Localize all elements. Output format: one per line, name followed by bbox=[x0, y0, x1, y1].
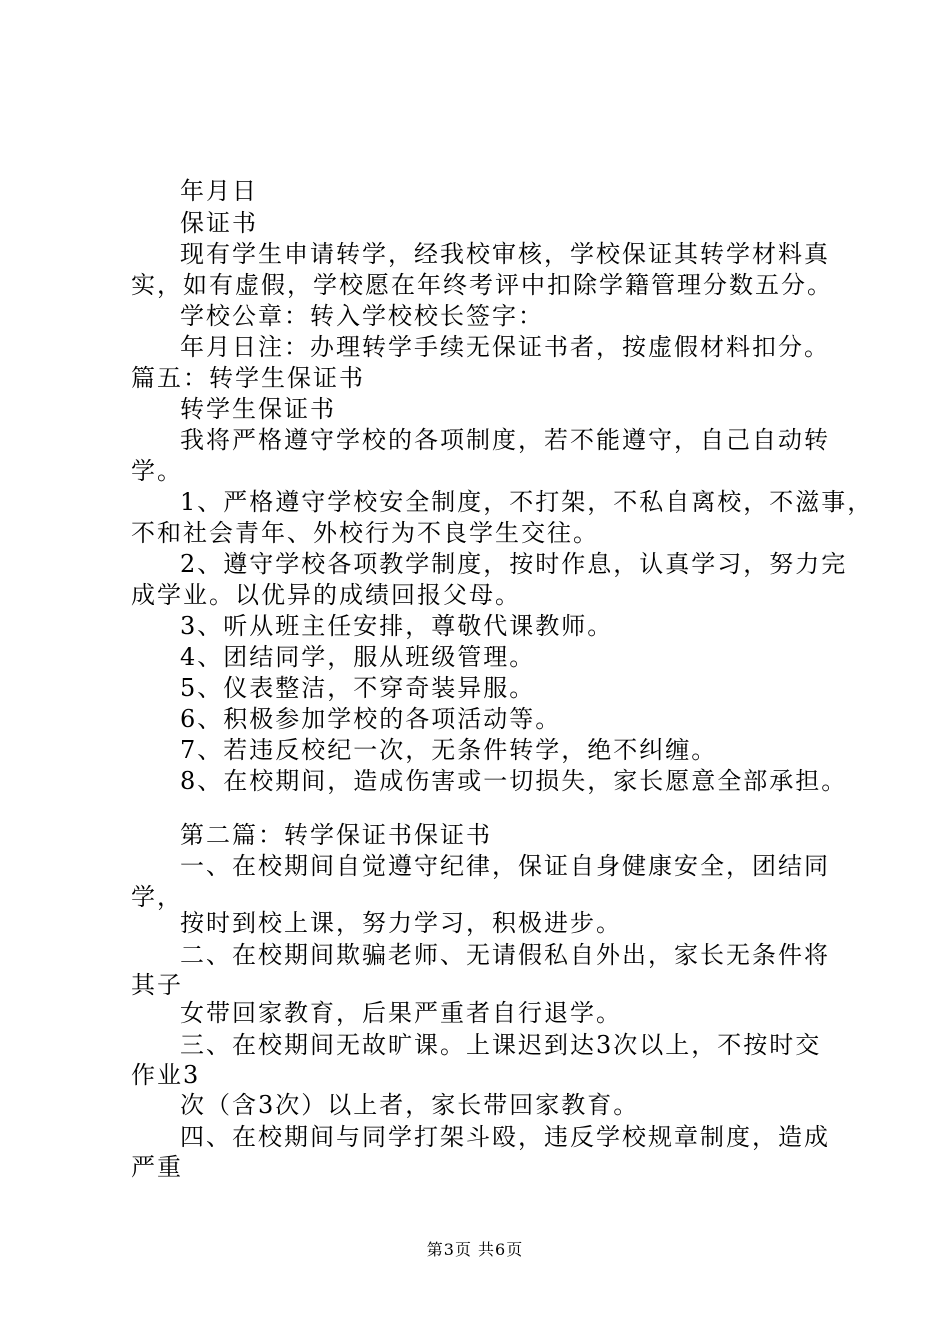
list-item-8: 8、在校期间，造成伤害或一切损失，家长愿意全部承担。 bbox=[180, 767, 848, 795]
list-item-3: 3、听从班主任安排，尊敬代课教师。 bbox=[180, 612, 614, 640]
text-line: 三、在校期间无故旷课。上课迟到达3次以上，不按时交 bbox=[180, 1031, 822, 1059]
text-line-heading-guarantee: 保证书 bbox=[180, 209, 258, 237]
list-item-6: 6、积极参加学校的各项活动等。 bbox=[180, 705, 562, 733]
section-title-part-five: 篇五：转学生保证书 bbox=[131, 364, 365, 392]
page-footer: 第3页 共6页 bbox=[426, 1240, 524, 1259]
text-line: 女带回家教育，后果严重者自行退学。 bbox=[180, 999, 622, 1027]
text-line: 不和社会青年、外校行为不良学生交往。 bbox=[131, 519, 599, 547]
list-item-5: 5、仪表整洁，不穿奇装异服。 bbox=[180, 674, 536, 702]
text-line: 四、在校期间与同学打架斗殴，违反学校规章制度，造成 bbox=[180, 1123, 830, 1151]
list-item-7: 7、若违反校纪一次，无条件转学，绝不纠缠。 bbox=[180, 736, 718, 764]
text-line: 次（含3次）以上者，家长带回家教育。 bbox=[180, 1091, 640, 1119]
text-line: 学。 bbox=[131, 457, 183, 485]
text-line-heading-transfer: 转学生保证书 bbox=[180, 395, 336, 423]
text-line: 我将严格遵守学校的各项制度，若不能遵守，自己自动转 bbox=[180, 426, 830, 454]
text-line: 学， bbox=[131, 883, 183, 911]
text-line: 其子 bbox=[131, 971, 183, 999]
text-line: 一、在校期间自觉遵守纪律，保证自身健康安全，团结同 bbox=[180, 852, 830, 880]
text-line: 作业3 bbox=[131, 1061, 201, 1089]
text-line: 实，如有虚假，学校愿在年终考评中扣除学籍管理分数五分。 bbox=[131, 271, 833, 299]
text-line: 严重 bbox=[131, 1153, 183, 1181]
text-line: 年月日注：办理转学手续无保证书者，按虚假材料扣分。 bbox=[180, 333, 830, 361]
text-line: 按时到校上课，努力学习，积极进步。 bbox=[180, 909, 622, 937]
list-item-4: 4、团结同学，服从班级管理。 bbox=[180, 643, 536, 671]
list-item-2: 2、遵守学校各项教学制度，按时作息，认真学习，努力完 bbox=[180, 550, 848, 578]
text-line: 二、在校期间欺骗老师、无请假私自外出，家长无条件将 bbox=[180, 941, 830, 969]
list-item-1: 1、严格遵守学校安全制度，不打架，不私自离校，不滋事， bbox=[180, 488, 874, 516]
text-line: 成学业。以优异的成绩回报父母。 bbox=[131, 581, 521, 609]
section-title-part-two: 第二篇：转学保证书保证书 bbox=[180, 821, 492, 849]
text-line: 学校公章：转入学校校长签字： bbox=[180, 302, 544, 330]
text-line: 现有学生申请转学，经我校审核，学校保证其转学材料真 bbox=[180, 240, 830, 268]
text-line-date-1: 年月日 bbox=[180, 177, 258, 205]
